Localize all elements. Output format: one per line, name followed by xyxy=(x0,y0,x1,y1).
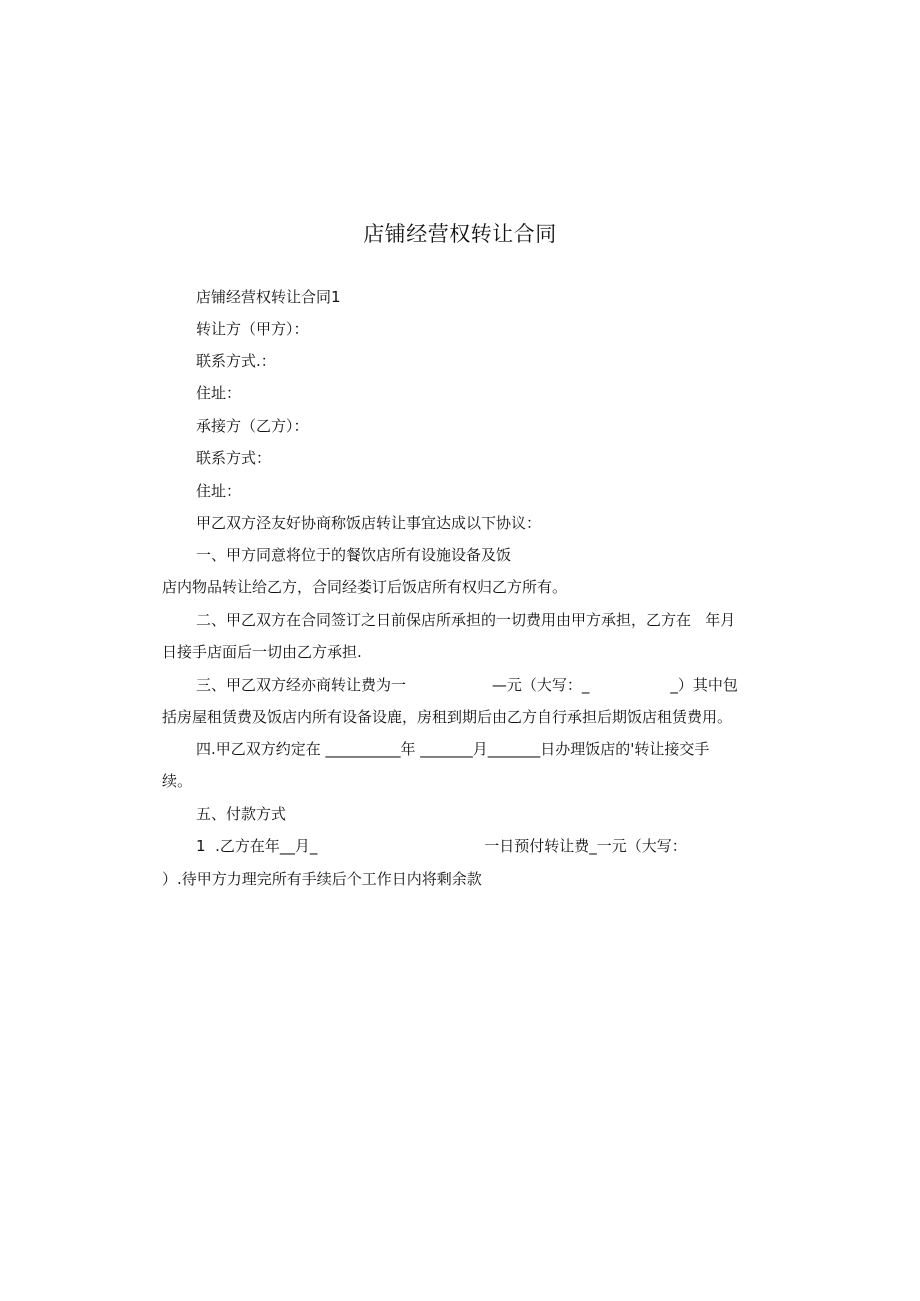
transferor-contact-label: 联系方式.： xyxy=(196,352,276,370)
clause-5-heading: 五、付款方式 xyxy=(196,805,287,823)
payment-item-1-line-2: ）.待甲方力理完所有手续后个工作日内将剩余款 xyxy=(162,870,482,888)
clause-2-line-2: 日接手店面后一切由乙方承担. xyxy=(162,643,362,661)
clause-4-line-1: 四.甲乙双方约定在 __________年 _______月_______日办理饭店的'转让接交手 xyxy=(196,740,710,758)
clause-3-line-2: 括房屋租赁费及饭店内所有设备设鹿，房租到期后由乙方自行承担后期饭店租赁费用。 xyxy=(162,708,733,726)
payment-item-1-line-1: 1 .乙方在年__月_ 一日预付转让费_一元（大写： xyxy=(196,837,687,855)
transferee-label: 承接方（乙方）： xyxy=(196,417,309,435)
transferee-address-label: 住址： xyxy=(196,482,242,500)
agreement-intro: 甲乙双方泾友好协商称饭店转让事宜达成以下协议： xyxy=(196,514,542,532)
clause-2-line-1: 二、甲乙双方在合同签订之日前保店所承担的一切费用由甲方承担，乙方在 年月 xyxy=(196,611,736,629)
clause-3-line-1: 三、甲乙双方经亦商转让费为一 —元（大写：_ _）其中包 xyxy=(196,676,738,694)
clause-1-line-1: 一、甲方同意将位于的餐饮店所有设施设备及饭 xyxy=(196,546,512,564)
transferor-label: 转让方（甲方）： xyxy=(196,320,309,338)
clause-1-line-2: 店内物品转让给乙方，合同经娄订后饭店所有权归乙方所有。 xyxy=(162,578,568,596)
clause-4-line-2: 续。 xyxy=(162,772,193,790)
document-title: 店铺经营权转让合同 xyxy=(363,222,557,246)
contract-subtitle: 店铺经营权转让合同1 xyxy=(196,288,341,306)
transferor-address-label: 住址： xyxy=(196,384,242,402)
transferee-contact-label: 联系方式： xyxy=(196,449,272,467)
